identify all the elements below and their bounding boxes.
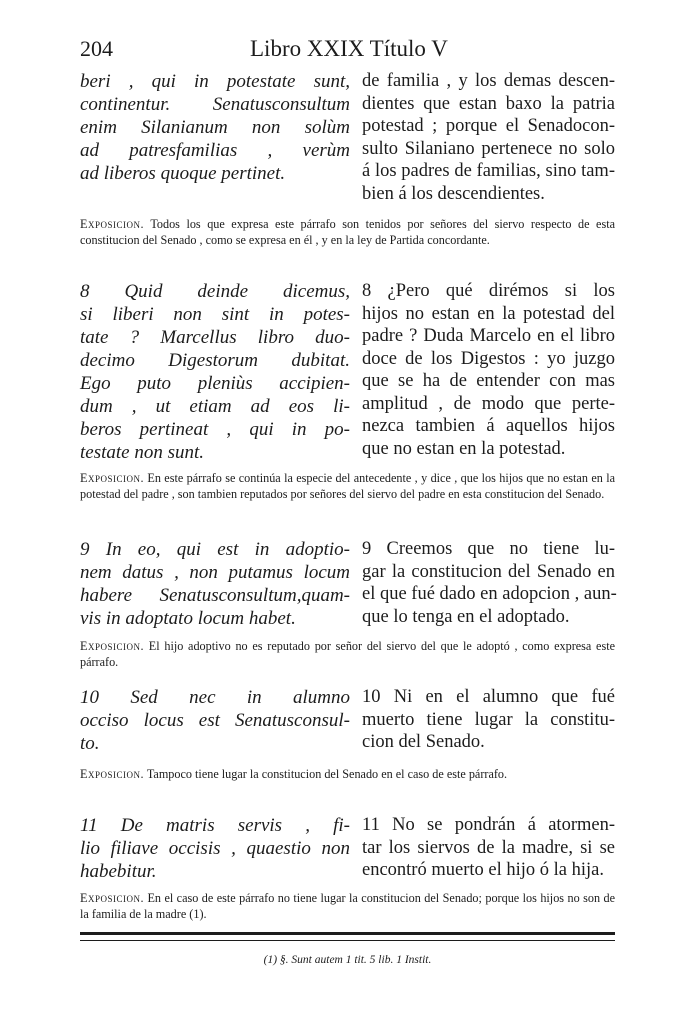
- exposition-label: Exposicion.: [80, 767, 144, 781]
- exposition-4: [80, 766, 615, 782]
- latin-line: continentur. Senatusconsultum: [80, 94, 350, 115]
- spanish-line: dientes que estan baxo la patria: [362, 93, 615, 114]
- spanish-line: bien á los descendientes.: [362, 183, 545, 204]
- exposition-text: Todos los que expresa este párrafo son tenidos por señores del siervo respecto de esta constitucion del Senado , como se expresa en él , y en la ley de Partida concordante.: [80, 217, 616, 247]
- footnote: (1) §. Sunt autem 1 tit. 5 lib. 1 Instit.: [263, 954, 432, 966]
- latin-line: habere Senatusconsultum,quam-: [80, 585, 350, 606]
- spanish-line: doce de los Digestos : yo juzgo: [362, 348, 615, 369]
- spanish-line: cion del Senado.: [362, 732, 485, 752]
- paragraph-8: [80, 280, 615, 465]
- paragraph-10: [80, 686, 615, 758]
- latin-line: enim Silanianum non solùm: [80, 117, 350, 138]
- spanish-text: [362, 280, 615, 460]
- exposition-2: [80, 470, 615, 502]
- page-number: 204: [80, 36, 113, 61]
- spanish-line: que no estan en la potestad.: [362, 438, 566, 459]
- exposition-text: El hijo adoptivo no es reputado por señor del siervo del que le adoptó , como expresa este párrafo.: [80, 639, 616, 669]
- paragraph-11: [80, 814, 615, 886]
- paragraph-continuation: [80, 70, 615, 205]
- latin-line: habebitur.: [80, 861, 157, 882]
- exposition-3: [80, 638, 615, 670]
- latin-line: vis in adoptato locum habet.: [80, 608, 296, 629]
- latin-line: nem datus , non putamus locum: [80, 562, 350, 583]
- spanish-line: 11 No se pondrán á atormen-: [362, 815, 615, 835]
- spanish-line: de familia , y los demas descen-: [362, 71, 615, 91]
- latin-line: 11 De matris servis , fi-: [80, 815, 350, 836]
- latin-line: ad patresfamilias , verùm: [80, 140, 350, 161]
- running-title: Libro XXIX Título V: [250, 36, 448, 61]
- exposition-label: Exposicion.: [80, 891, 144, 905]
- spanish-line: 9 Creemos que no tiene lu-: [362, 539, 615, 559]
- spanish-line: muerto tiene lugar la constitu-: [362, 709, 615, 730]
- latin-line: occiso locus est Senatusconsul-: [80, 710, 350, 731]
- latin-line: dum , ut etiam ad eos li-: [80, 396, 350, 417]
- exposition-text: En el caso de este párrafo no tiene lugar la constitucion del Senado; porque los hijos no son de la familia de la madre (1).: [80, 891, 615, 921]
- latin-text: [80, 538, 350, 630]
- latin-line: lio filiave occisis , quaestio non: [80, 838, 350, 859]
- spanish-text: [362, 70, 615, 205]
- spanish-line: encontró muerto el hijo ó la hija.: [362, 860, 604, 880]
- spanish-line: 10 Ni en el alumno que fué: [362, 687, 615, 707]
- latin-line: to.: [80, 733, 100, 754]
- exposition-label: Exposicion.: [80, 639, 144, 653]
- spanish-line: sulto Silaniano pertenece no solo: [362, 138, 615, 159]
- exposition-label: Exposicion.: [80, 471, 144, 485]
- spanish-line: el que fué dado en adopcion , aun-: [362, 584, 617, 604]
- spanish-line: gar la constitucion del Senado en: [362, 561, 615, 582]
- latin-line: tate ? Marcellus libro duo-: [80, 327, 350, 348]
- latin-text: [80, 686, 350, 755]
- latin-line: ad liberos quoque pertinet.: [80, 163, 286, 184]
- spanish-line: nezca tambien á aquellos hijos: [362, 416, 615, 436]
- latin-text: [80, 280, 350, 464]
- latin-line: 8 Quid deinde dicemus,: [80, 281, 350, 302]
- page-header: [80, 36, 620, 66]
- paragraph-9: [80, 538, 615, 633]
- latin-line: Ego puto pleniùs accipien-: [80, 373, 350, 394]
- spanish-line: amplitud , de modo que perte-: [362, 393, 615, 414]
- exposition-1: [80, 216, 615, 248]
- footnote-divider: [80, 932, 615, 935]
- latin-line: 10 Sed nec in alumno: [80, 687, 350, 708]
- latin-line: si liberi non sint in potes-: [80, 304, 350, 325]
- exposition-text: En este párrafo se continúa la especie del antecedente , y dice , que los hijos que no estan en la potestad del padre , son tambien reputados por señores del siervo del padre en esta constitucion del Senado.: [80, 471, 615, 501]
- footnote-divider-thin: [80, 940, 615, 941]
- latin-line: beri , qui in potestate sunt,: [80, 71, 350, 92]
- spanish-line: potestad ; porque el Senadocon-: [362, 116, 615, 136]
- spanish-line: que lo tenga en el adoptado.: [362, 606, 570, 627]
- spanish-text: [362, 686, 615, 754]
- spanish-line: 8 ¿Pero qué dirémos si los: [362, 281, 615, 301]
- exposition-text: Tampoco tiene lugar la constitucion del Senado en el caso de este párrafo.: [146, 767, 508, 781]
- spanish-text: [362, 538, 615, 628]
- spanish-text: [362, 814, 615, 882]
- latin-text: [80, 70, 350, 185]
- latin-line: decimo Digestorum dubitat.: [80, 350, 350, 371]
- spanish-line: que se ha de entender con mas: [362, 371, 615, 391]
- spanish-line: padre ? Duda Marcelo en el libro: [362, 326, 615, 346]
- latin-text: [80, 814, 350, 883]
- latin-line: 9 In eo, qui est in adoptio-: [80, 539, 350, 560]
- latin-line: beros pertineat , qui in po-: [80, 419, 350, 440]
- spanish-line: hijos no estan en la potestad del: [362, 303, 615, 324]
- spanish-line: á los padres de familias, sino tam-: [362, 161, 615, 181]
- spanish-line: tar los siervos de la madre, si se: [362, 837, 615, 858]
- exposition-label: Exposicion.: [80, 217, 144, 231]
- exposition-5: [80, 890, 615, 922]
- latin-line: testate non sunt.: [80, 442, 205, 463]
